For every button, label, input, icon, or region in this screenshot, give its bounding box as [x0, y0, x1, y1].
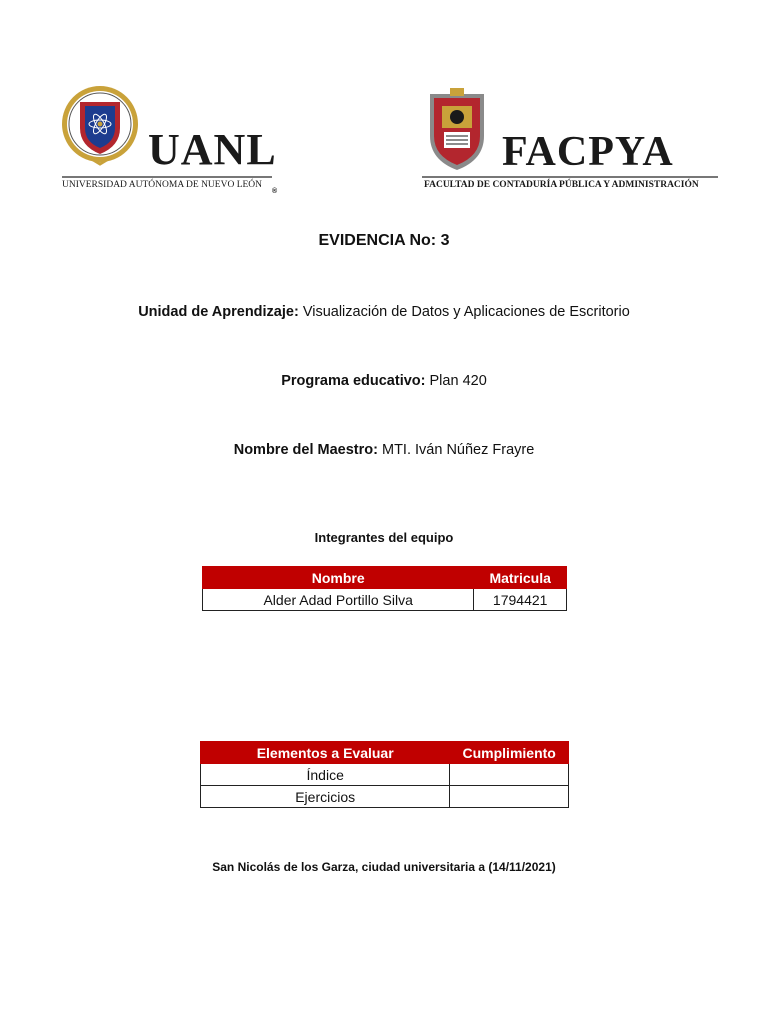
table-row — [201, 764, 569, 786]
registered-mark: ® — [272, 188, 278, 195]
cell-nombre: Alder Adad Portillo Silva — [203, 589, 474, 611]
integrantes-heading: Integrantes del equipo — [314, 530, 454, 545]
team-table-header — [203, 567, 567, 589]
maestro-line — [0, 442, 768, 458]
uanl-logo — [60, 84, 280, 200]
cell-elemento: Índice — [201, 764, 450, 786]
footer-place-date: San Nicolás de los Garza, ciudad universitaria a (14/11/2021) — [212, 860, 556, 874]
cell-cumplimiento — [450, 764, 569, 786]
facpya-crest-icon — [424, 86, 490, 172]
uanl-subtitle: UNIVERSIDAD AUTÓNOMA DE NUEVO LEÓN — [62, 180, 263, 190]
header-matricula: Matricula — [474, 567, 567, 589]
header-nombre: Nombre — [203, 567, 474, 589]
uanl-divider — [62, 176, 272, 178]
maestro-label: Nombre del Maestro: — [233, 442, 378, 458]
unidad-value: Visualización de Datos y Aplicaciones de Escritorio — [302, 304, 630, 320]
uanl-crest-icon — [60, 84, 140, 168]
unidad-label: Unidad de Aprendizaje: — [138, 304, 299, 320]
programa-value: Plan 420 — [429, 373, 487, 389]
facpya-subtitle: FACULTAD DE CONTADURÍA PÚBLICA Y ADMINISTRACIÓN — [424, 180, 699, 190]
table-row — [203, 589, 567, 611]
maestro-value: MTI. Iván Núñez Frayre — [381, 442, 535, 458]
unidad-line — [0, 304, 768, 320]
evaluation-table-header — [201, 742, 569, 764]
evaluation-table — [200, 741, 569, 808]
table-row — [201, 786, 569, 808]
facpya-divider — [422, 176, 718, 178]
header-elementos: Elementos a Evaluar — [201, 742, 450, 764]
header-cumplimiento: Cumplimiento — [450, 742, 569, 764]
facpya-wordmark: FACPYA — [502, 129, 674, 175]
evidence-title: EVIDENCIA No: 3 — [318, 232, 450, 249]
cell-cumplimiento — [450, 786, 569, 808]
programa-label: Programa educativo: — [281, 373, 426, 389]
team-table — [202, 566, 567, 611]
uanl-wordmark: UANL — [148, 125, 277, 174]
programa-line — [0, 373, 768, 389]
cell-elemento: Ejercicios — [201, 786, 450, 808]
facpya-logo — [420, 86, 720, 202]
cell-matricula: 1794421 — [474, 589, 567, 611]
